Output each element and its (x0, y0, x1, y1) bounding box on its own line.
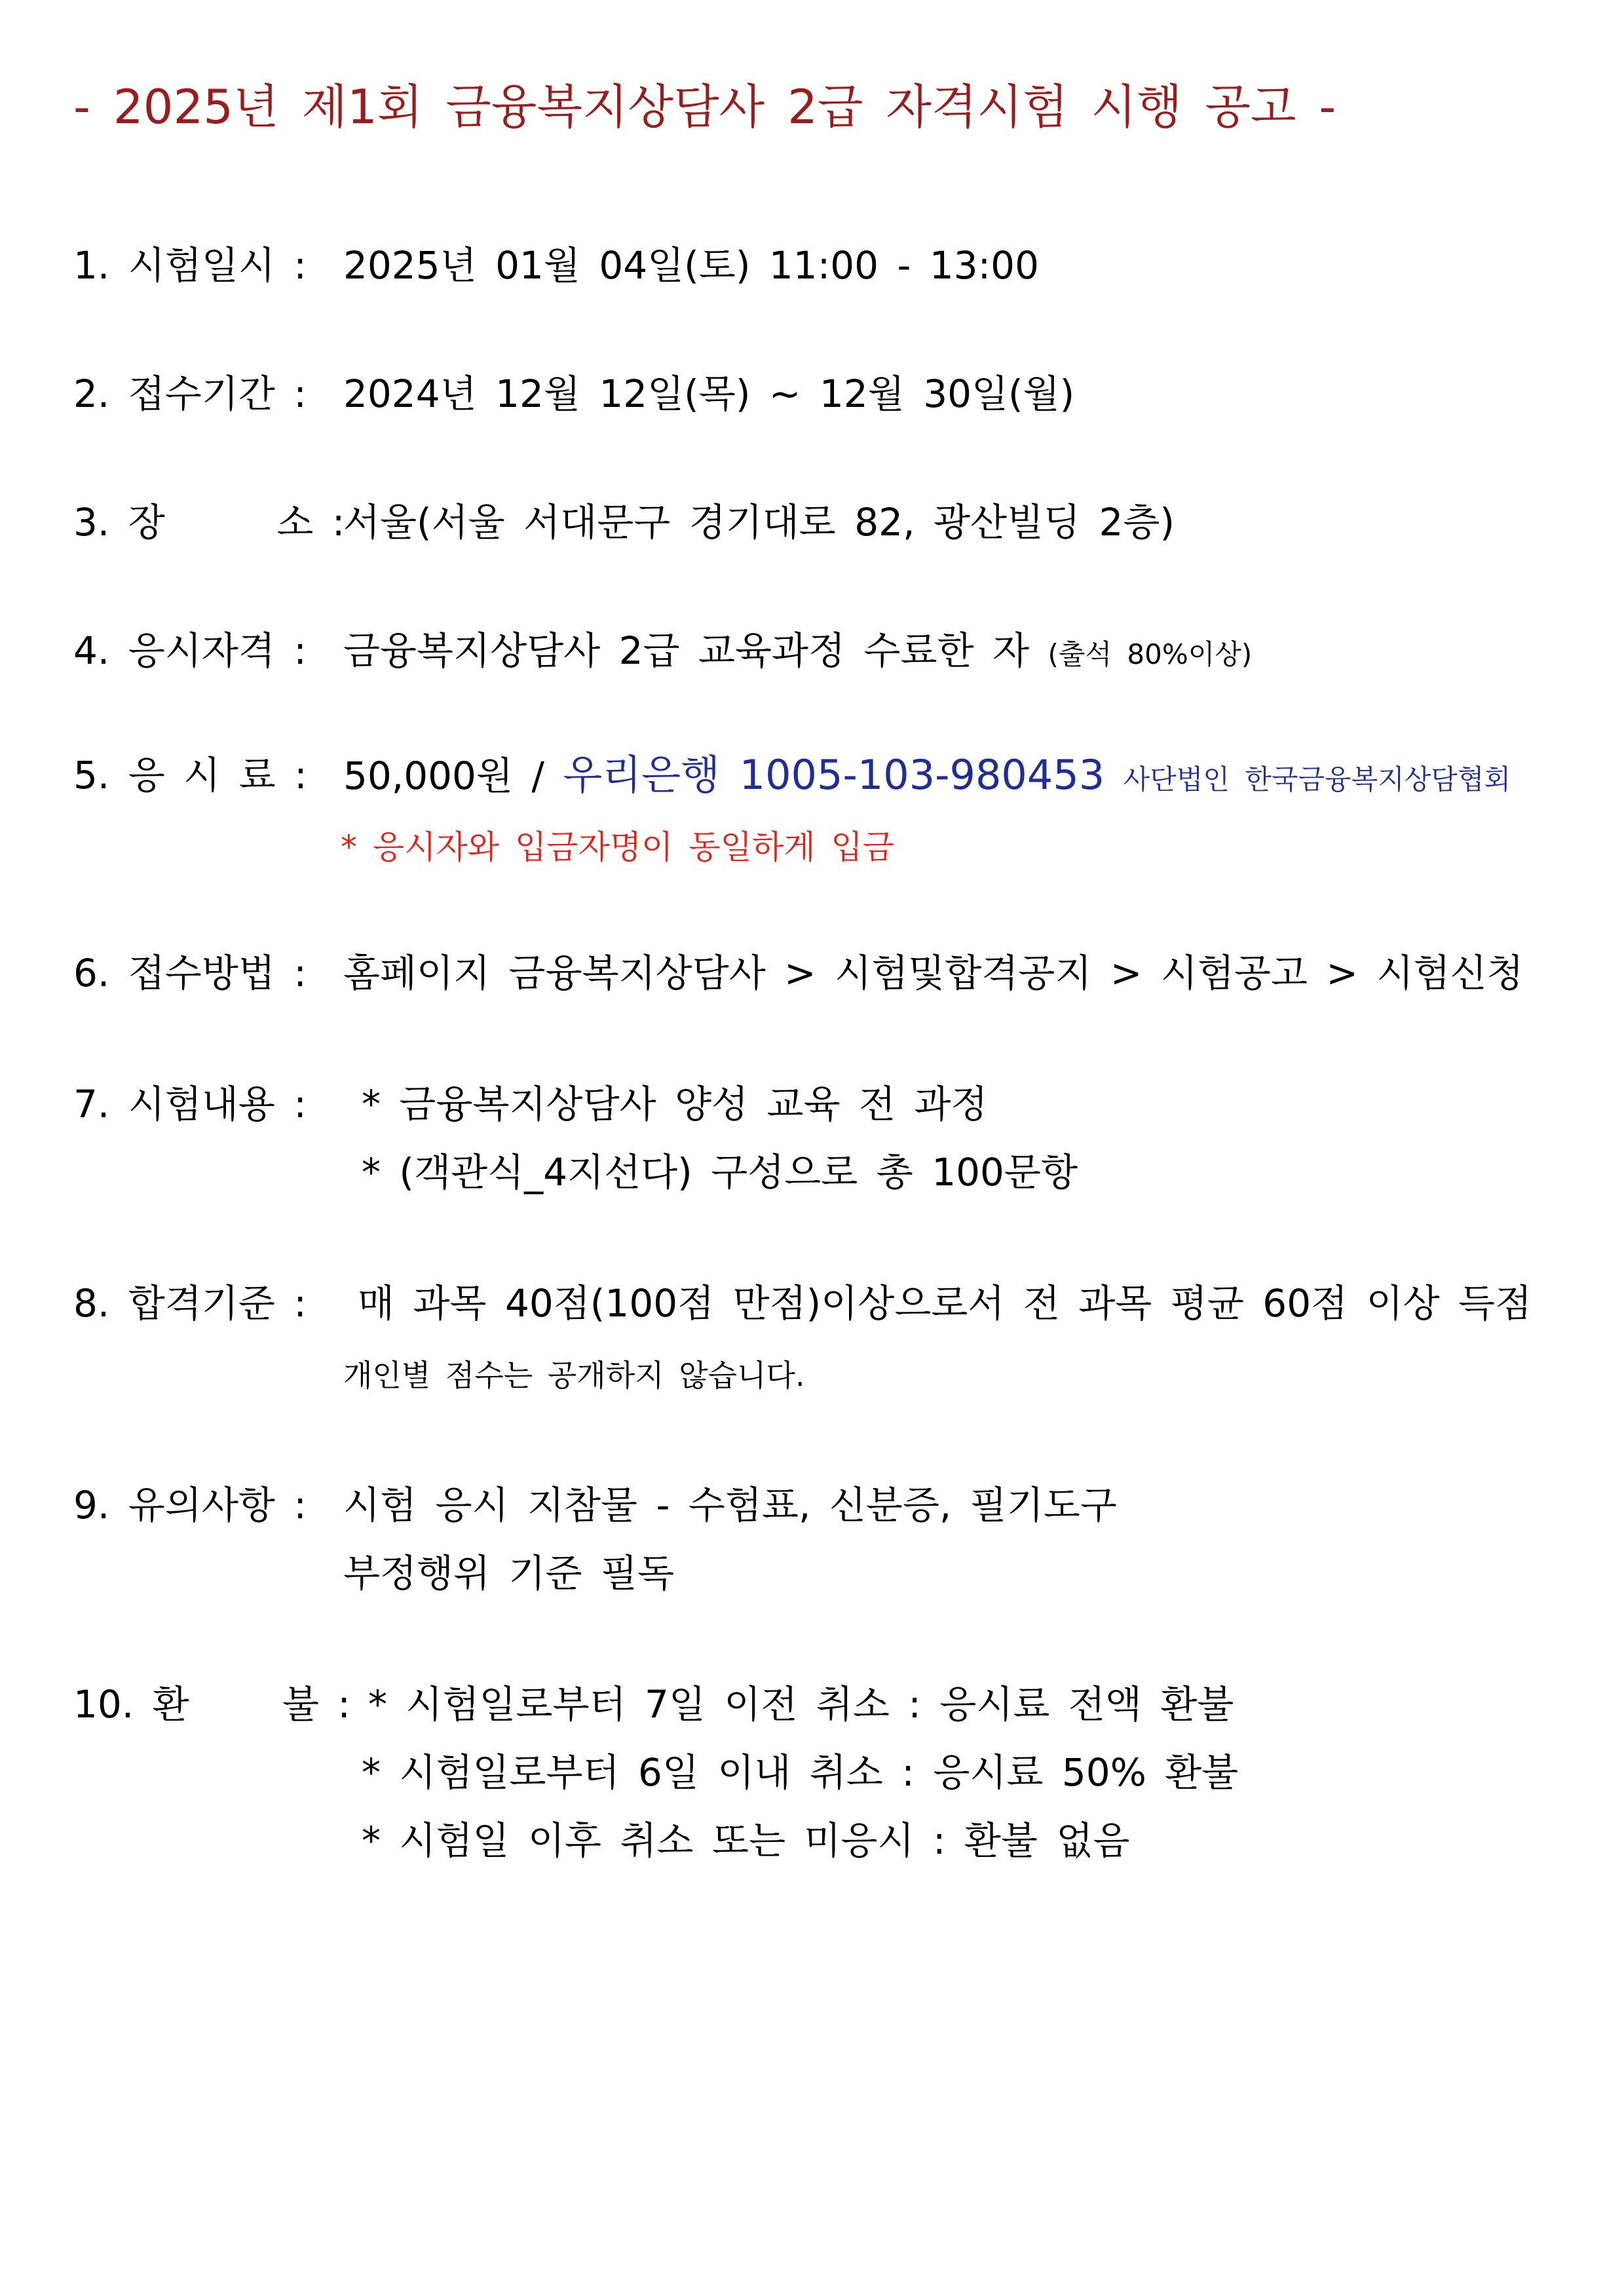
refund-line: * 시험일 이후 취소 또는 미응시 : 환불 없음 (362, 1818, 1130, 1863)
location-label: 3. 장 소 : (73, 500, 345, 545)
refund-line: * 시험일로부터 6일 이내 취소 : 응시료 50% 환불 (362, 1750, 1239, 1795)
exam-date-label: 1. 시험일시 : (73, 243, 307, 288)
page-title: - 2025년 제1회 금융복지상담사 2급 자격시험 시행 공고 - (73, 79, 1336, 134)
notes-label: 9. 유의사항 : (73, 1483, 307, 1527)
eligibility-note: (출석 80%이상) (1048, 638, 1253, 670)
exam-content-label: 7. 시험내용 : (73, 1082, 307, 1126)
eligibility-label: 4. 응시자격 : (73, 628, 307, 673)
fee-amount: 50,000원 / (343, 754, 544, 798)
pass-criteria-value: 매 과목 40점(100점 만점)이상으로서 전 과목 평균 60점 이상 득점 (358, 1281, 1532, 1326)
pass-criteria-note: 개인별 점수는 공개하지 않습니다. (343, 1358, 805, 1393)
exam-date-value: 2025년 01월 04일(토) 11:00 - 13:00 (343, 243, 1039, 288)
fee-value (343, 746, 1511, 809)
registration-method-value: 홈페이지 금융복지상담사 > 시험및합격공지 > 시험공고 > 시험신청 (343, 951, 1524, 995)
exam-content-line: * 금융복지상담사 양성 교육 전 과정 (362, 1082, 988, 1126)
registration-method-label: 6. 접수방법 : (73, 951, 307, 995)
deposit-warning: * 응시자와 입금자명이 동일하게 입금 (341, 828, 895, 866)
pass-criteria-label: 8. 합격기준 : (73, 1281, 307, 1326)
location-value: 서울(서울 서대문구 경기대로 82, 광산빌딩 2층) (343, 500, 1175, 545)
eligibility-text: 금융복지상담사 2급 교육과정 수료한 자 (343, 628, 1030, 673)
fee-label: 5. 응 시 료 : (73, 753, 307, 797)
refund-label: 10. 환 불 : (73, 1682, 350, 1727)
account-holder: 사단법인 한국금융복지상담협회 (1123, 763, 1511, 795)
notes-line: 부정행위 기준 필독 (343, 1551, 675, 1596)
registration-period-value: 2024년 12월 12일(목) ~ 12월 30일(월) (343, 372, 1075, 416)
eligibility-value (343, 621, 1252, 684)
bank-account: 우리은행 1005-103-980453 (563, 751, 1105, 799)
exam-content-line: * (객관식_4지선다) 구성으로 총 100문항 (362, 1150, 1078, 1195)
registration-period-label: 2. 접수기간 : (73, 372, 307, 416)
notes-line: 시험 응시 지참물 - 수험표, 신분증, 필기도구 (343, 1483, 1117, 1527)
refund-line: * 시험일로부터 7일 이전 취소 : 응시료 전액 환불 (368, 1682, 1234, 1727)
